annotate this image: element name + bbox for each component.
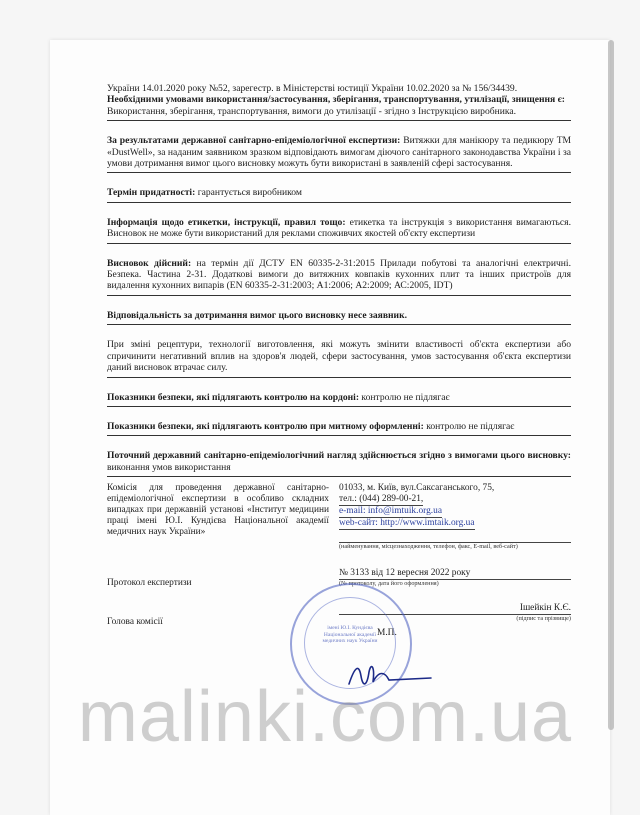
protocol-value: № 3133 від 12 вересня 2022 року [339,568,571,580]
label-info-paragraph [107,217,571,244]
watermark-text: malinki.com.ua [77,677,573,757]
intro-line: України 14.01.2020 року №52, зарегестр. в Міністерстві юстиції України 10.02.2020 за № 156/34439. [107,83,518,94]
head-name: Ішейкін К.Є. [339,603,571,615]
seal-label: М.П. [377,628,397,639]
phone-text: тел.: (044) 289-00-21, [339,494,424,505]
customs-text: контролю не підлягає [426,420,515,432]
border-text: контролю не підлягає [361,391,450,403]
valid-paragraph [107,258,571,296]
responsibility-paragraph: Відповідальність за дотримання вимог цього висновку несе заявник. [107,310,571,325]
customs-label: Показники безпеки, які підлягають контролю при митному оформленні: [107,420,424,432]
supervision-label: Поточний державний санітарно-епідеміологічний нагляд здійснюється згідно з вимогами цього висновку: [107,450,571,462]
document-content [107,83,571,663]
supervision-text: виконання умов використання [107,461,231,473]
validity-label: Термін придатності: [107,187,196,199]
commission-column [107,483,329,628]
expertise-paragraph [107,135,571,173]
address-text: 01033, м. Київ, вул.Саксаганського, 75, [339,483,495,494]
valid-text: на термін дії ДСТУ EN 60335-2-31:2015 Прилади побутові та аналогічні електричні. Безпека. Частина 2-31. Додаткові вимоги до витяжних ковпаків кухонних плит та інших пристроїв для видалення кухонних випарів (EN 60335-2-31:2003; А1:2006; А2:2009; АС:2005, IDT) [107,257,571,292]
website-link[interactable]: web-сайт: http://www.imtaik.org.ua [339,518,475,529]
protocol-label: Протокол експертизи [107,578,192,589]
border-label: Показники безпеки, які підлягають контролю на кордоні: [107,391,360,403]
protocol-caption: (№ протоколу, дата його оформлення) [339,580,439,588]
head-caption: (підпис та прізвище) [516,615,571,623]
address-caption: (найменування, місцезнаходження, телефон, факс, E-mail, веб-сайт) [339,543,518,551]
validity-paragraph [107,187,571,202]
scrollbar[interactable] [608,40,614,730]
border-paragraph [107,392,571,407]
expertise-text: Витяжки для манікюру та педикюру ТМ «DustWell», за наданим заявником зразком відповідають вимогам діючого санітарного законодавства України і за умови дотримання вимог цього висновку можуть бути використані в заявленій сфері застосування. [107,135,571,170]
supervision-paragraph [107,450,571,477]
commission-text: Комісія для проведення державної санітарно-епідеміологічної експертизи в особливо складних випадках при державній установі «Інститут медицини праці імені Ю.І. Кундієва Національної академії медичних наук України» [107,483,329,538]
validity-text: гарантується виробником [197,187,302,199]
valid-label: Висновок дійсний: [107,257,192,269]
conditions-title: Необхідними умовами використання/застосування, зберігання, транспортування, утилізації, знищення є: [107,94,565,106]
stamp-text: імені Ю.І. Кундієва Національної академії медичних наук України [322,625,378,644]
recipe-change-paragraph: При зміні рецептури, технології виготовлення, які можуть змінити властивості об'єкта експертизи або спричинити негативний вплив на здоров'я людей, сфери застосування, умов застосування об'єкта експертизи даний висновок втрачає силу. [107,339,571,377]
customs-paragraph [107,421,571,436]
label-info-label: Інформація щодо етикетки, інструкції, правил тощо: [107,216,346,228]
label-info-text: етикетка та інструкція з використання вимагаються. Висновок не може бути використаний для реклами споживчих якостей об'єкту експертизи [107,216,571,240]
conditions-text: Використання, зберігання, транспортування, вимоги до утилізації - згідно з Інструкцією виробника. [107,106,571,121]
email-link[interactable]: e-mail: info@imtuik.org.ua [339,506,442,517]
expertise-label: За результатами державної санітарно-епідеміологічної експертизи: [107,135,401,147]
head-label: Голова комісії [107,617,163,628]
